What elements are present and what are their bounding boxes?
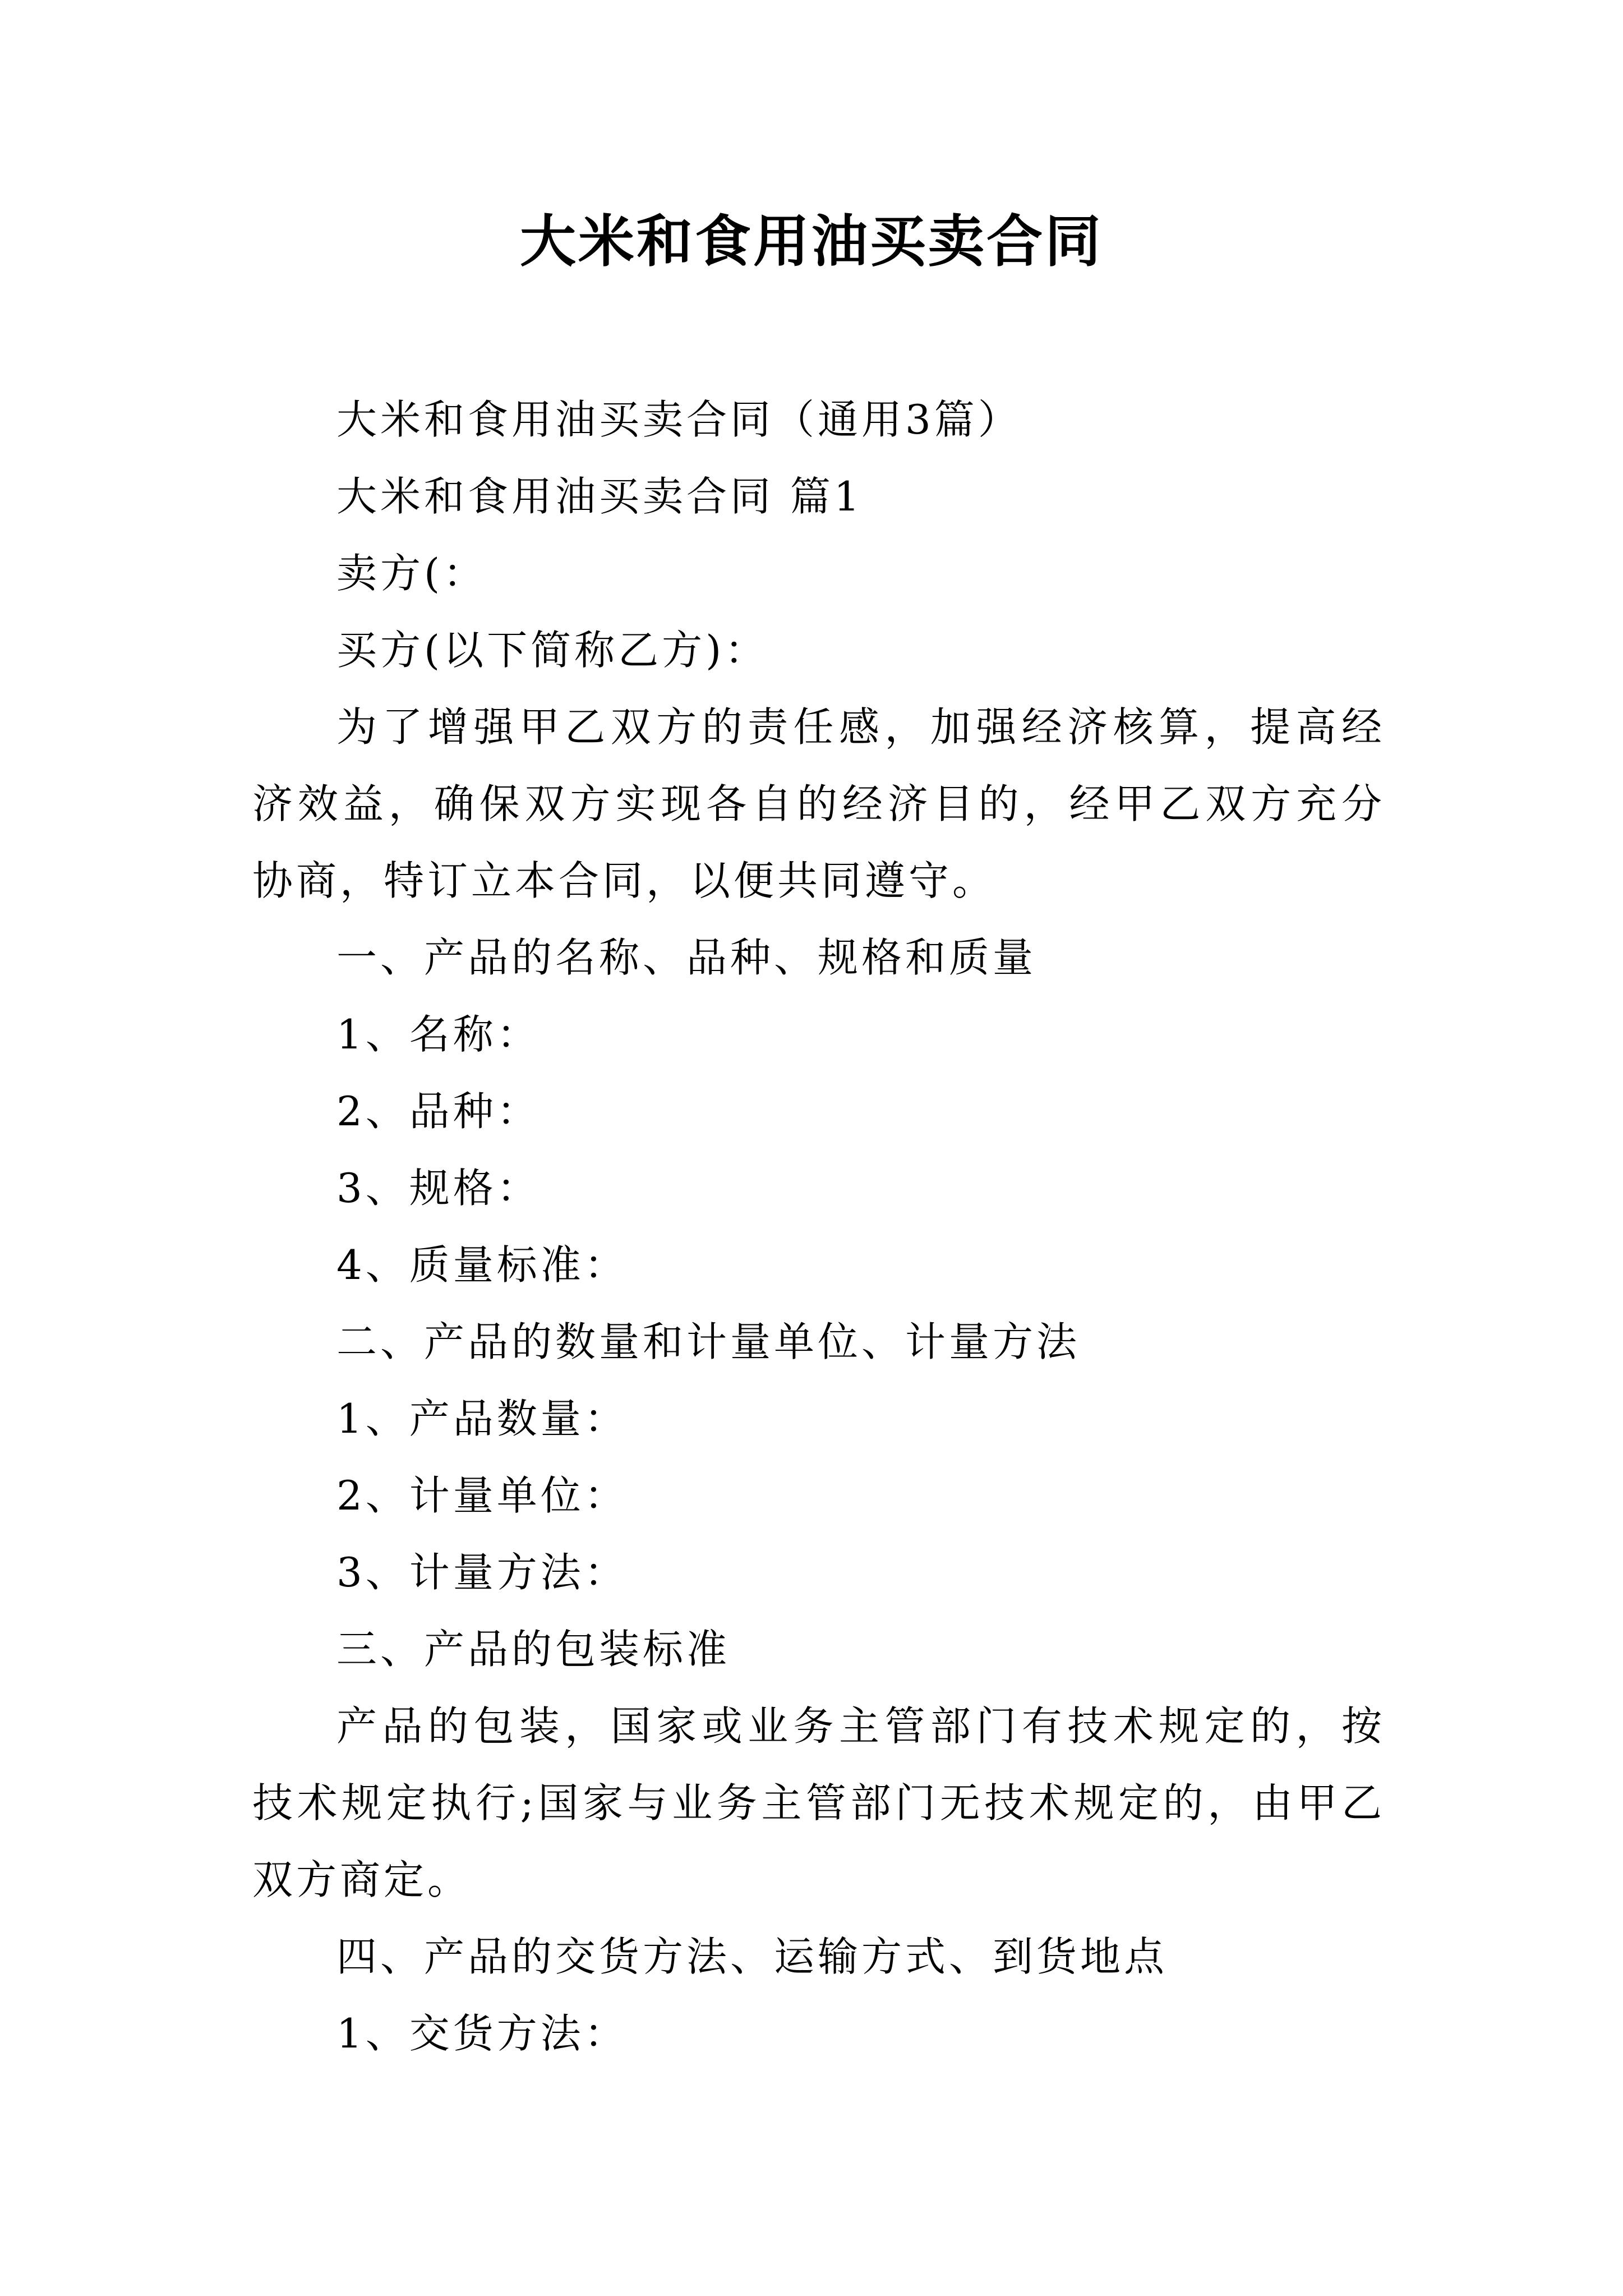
list-item: 3、规格：: [336, 1165, 541, 1212]
list-item: 1、名称：: [336, 1011, 541, 1058]
paragraph-preamble: 为了增强甲乙双方的责任感，加强经济核算，提高经济效益，确保双方实现各自的经济目的，经甲乙双方充分协商，特订立本合同，以便共同遵守。: [252, 703, 1385, 904]
paragraph-part-title: 大米和食用油买卖合同 篇1: [336, 473, 863, 520]
list-item: 3、计量方法：: [336, 1549, 628, 1596]
document-body: [252, 381, 1385, 2072]
list-item: 1、产品数量：: [336, 1395, 628, 1442]
list-item: 4、质量标准：: [336, 1241, 628, 1289]
list-item: 2、品种：: [336, 1088, 541, 1135]
section-heading-4: 四、产品的交货方法、运输方式、到货地点: [336, 1933, 1168, 1980]
paragraph-buyer: 买方(以下简称乙方)：: [336, 627, 769, 674]
section-heading-1: 一、产品的名称、品种、规格和质量: [336, 934, 1037, 981]
paragraph-packaging: 产品的包装，国家或业务主管部门有技术规定的，按技术规定执行;国家与业务主管部门无技术规定的，由甲乙双方商定。: [252, 1703, 1385, 1903]
paragraph-seller: 卖方(：: [336, 550, 487, 597]
list-item: 1、交货方法：: [336, 2010, 628, 2057]
paragraph-heading: 大米和食用油买卖合同（通用3篇）: [336, 396, 1022, 443]
list-item: 2、计量单位：: [336, 1472, 628, 1519]
section-heading-2: 二、产品的数量和计量单位、计量方法: [336, 1318, 1081, 1365]
section-heading-3: 三、产品的包装标准: [336, 1626, 731, 1673]
document-title: 大米和食用油买卖合同: [520, 208, 1103, 274]
